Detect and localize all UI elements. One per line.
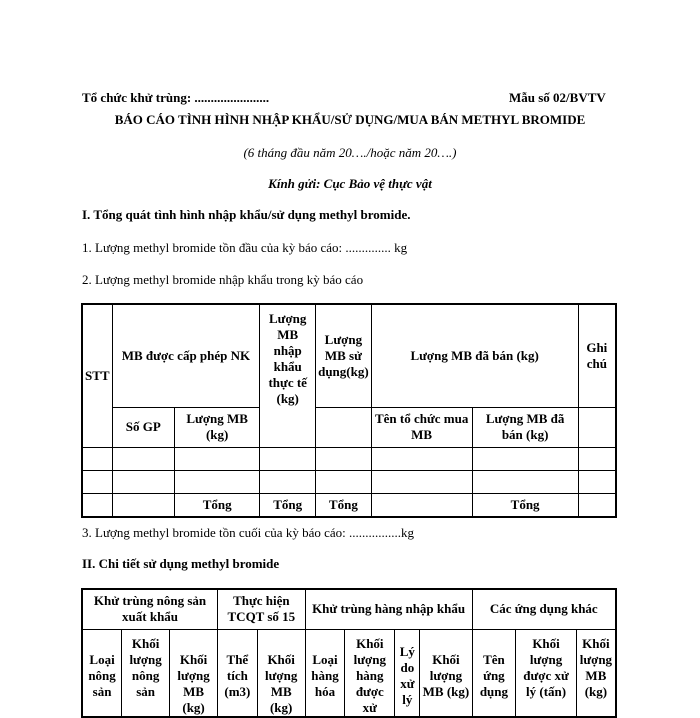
col-application: Tên ứng dụng [472, 629, 516, 717]
usage-table [81, 588, 617, 718]
col-used-sub [316, 407, 372, 447]
col-licensed: MB được cấp phép NK [112, 304, 260, 407]
section2-heading: II. Chi tiết sử dụng methyl bromide [82, 556, 280, 571]
table-row [82, 470, 616, 493]
col-mb-kg-3: Khối lượng MB (kg) [420, 629, 472, 717]
col-volume: Thể tích (m3) [218, 629, 258, 717]
col-treated-amount: Khối lượng được xử lý (tấn) [516, 629, 576, 717]
recipient-line: Kính gửi: Cục Bảo vệ thực vật [268, 176, 432, 191]
section1-heading: I. Tổng quát tình hình nhập khẩu/sử dụng methyl bromide. [82, 207, 411, 222]
document-title: BÁO CÁO TÌNH HÌNH NHẬP KHẨU/SỬ DỤNG/MUA BÁN METHYL BROMIDE [114, 112, 586, 127]
col-buyer: Tên tổ chức mua MB [371, 407, 472, 447]
form-code: Mẫu số 02/BVTV [509, 90, 606, 105]
col-goods-amount: Khối lượng hàng được xử [345, 629, 395, 717]
total-cell: Tổng [260, 493, 316, 517]
col-note: Ghi chú [578, 304, 616, 407]
table-row [82, 447, 616, 470]
col-mb-kg-2: Khối lượng MB (kg) [257, 629, 305, 717]
col-goods-type: Loại hàng hóa [305, 629, 345, 717]
col-sold-amount: Lượng MB đã bán (kg) [472, 407, 578, 447]
group-ispm15: Thực hiện TCQT số 15 [218, 589, 306, 629]
total-row [82, 493, 616, 517]
col-used: Lượng MB sử dụng(kg) [316, 304, 372, 407]
col-reason: Lý do xử lý [395, 629, 420, 717]
col-permit-no: Số GP [112, 407, 174, 447]
group-export: Khử trùng nông sản xuất khẩu [82, 589, 218, 629]
group-other: Các ứng dụng khác [472, 589, 616, 629]
col-product-amount: Khối lượng nông sản [122, 629, 170, 717]
col-stt: STT [82, 304, 112, 447]
col-product-type: Loại nông sản [82, 629, 122, 717]
total-cell: Tổng [472, 493, 578, 517]
closing-stock-line: 3. Lượng methyl bromide tồn cuối của kỳ báo cáo: ................kg [82, 525, 414, 540]
col-mb-kg-4: Khối lượng MB (kg) [576, 629, 616, 717]
import-table [81, 303, 617, 518]
org-label: Tổ chức khử trùng: ....................... [82, 90, 270, 105]
col-mb-amount: Lượng MB (kg) [174, 407, 259, 447]
total-cell: Tổng [174, 493, 259, 517]
total-cell: Tổng [316, 493, 372, 517]
col-mb-kg: Khối lượng MB (kg) [170, 629, 218, 717]
opening-stock-line: 1. Lượng methyl bromide tồn đầu của kỳ báo cáo: .............. kg [82, 240, 408, 255]
col-imported: Lượng MB nhập khẩu thực tế (kg) [260, 304, 316, 447]
import-line: 2. Lượng methyl bromide nhập khẩu trong kỳ báo cáo [82, 272, 364, 287]
col-sold: Lượng MB đã bán (kg) [371, 304, 578, 407]
col-note-sub [578, 407, 616, 447]
group-import: Khử trùng hàng nhập khẩu [305, 589, 472, 629]
report-period: (6 tháng đầu năm 20…./hoặc năm 20….) [243, 145, 457, 160]
